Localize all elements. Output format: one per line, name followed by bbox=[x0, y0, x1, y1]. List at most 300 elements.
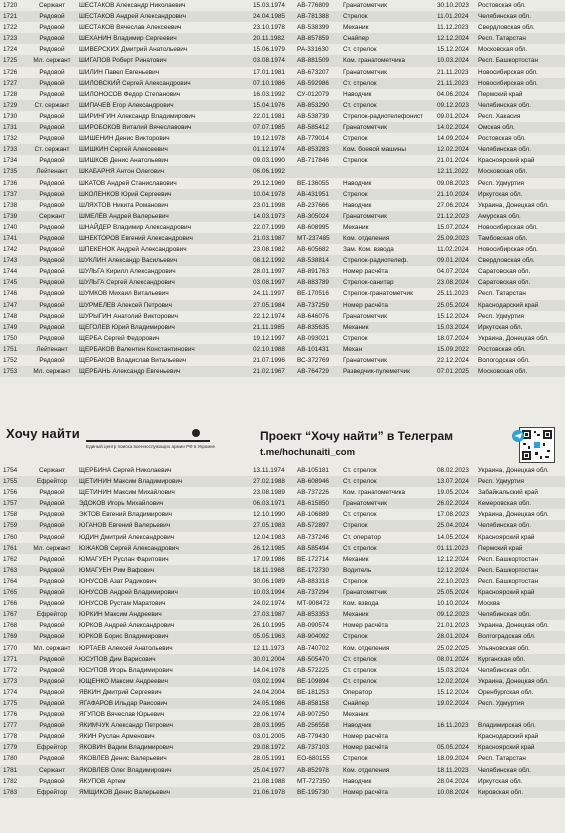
row-number-cell: 1775 bbox=[3, 699, 18, 707]
region-cell: Челябинская обл. bbox=[478, 101, 531, 109]
birth-date-cell: 17.09.1986 bbox=[253, 555, 285, 563]
birth-date-cell: 19.12.1997 bbox=[253, 334, 285, 342]
document-number-cell: АВ-093021 bbox=[297, 334, 329, 342]
region-cell: Вологодская обл. bbox=[478, 357, 530, 364]
position-cell: Ст. стрелок bbox=[343, 478, 377, 486]
region-cell: Оренбургская обл. bbox=[478, 688, 534, 696]
document-number-cell: АВ-740702 bbox=[297, 644, 329, 652]
rank-cell: Рядовой bbox=[39, 279, 65, 287]
region-cell: Красноярский край bbox=[478, 157, 535, 165]
event-date-cell: 21.11.2023 bbox=[437, 68, 469, 76]
rank-cell: Сержант bbox=[38, 766, 65, 774]
position-cell: Ком. отделения bbox=[343, 766, 390, 774]
region-cell: Респ. Татарстан bbox=[478, 755, 526, 763]
position-cell: Стрелок bbox=[343, 577, 368, 585]
qr-code-icon bbox=[519, 427, 555, 463]
full-name-cell: ЯГУПОВ Вячеслав Юрьевич bbox=[79, 711, 165, 719]
document-number-cell: ВЕ-109894 bbox=[297, 677, 329, 685]
full-name-cell: ШЕХАНИН Владимир Сергеевич bbox=[79, 35, 177, 43]
project-link[interactable]: t.me/hochunaiti_com bbox=[260, 447, 356, 458]
event-date-cell: 15.03.2024 bbox=[437, 666, 469, 674]
region-cell: Ростовская обл. bbox=[478, 2, 526, 9]
region-cell: Респ. Хакасия bbox=[478, 112, 521, 120]
row-number-cell: 1722 bbox=[3, 24, 18, 32]
row-number-cell: 1776 bbox=[3, 711, 18, 719]
full-name-cell: ШЕСТАКОВ Александр Николаевич bbox=[79, 2, 186, 9]
full-name-cell: ЯКОВИН Вадим Владимирович bbox=[79, 744, 173, 752]
region-cell: Ростовская обл. bbox=[478, 135, 526, 143]
full-name-cell: ЮНУСОВ Андрей Владимирович bbox=[79, 589, 178, 597]
table-row bbox=[0, 465, 565, 476]
row-number-cell: 1747 bbox=[3, 301, 18, 309]
table-row bbox=[0, 266, 565, 277]
rank-cell: Мл. сержант bbox=[33, 57, 71, 65]
document-number-cell: АВ-779014 bbox=[297, 135, 329, 143]
row-number-cell: 1779 bbox=[3, 744, 18, 752]
full-name-cell: ЭКТОВ Евгений Владимирович bbox=[79, 511, 172, 519]
full-name-cell: ШЕСТАКОВ Андрей Александрович bbox=[79, 13, 186, 21]
birth-date-cell: 23.08.1989 bbox=[253, 489, 285, 497]
birth-date-cell: 02.10.1988 bbox=[253, 345, 285, 353]
birth-date-cell: 24.04.2004 bbox=[253, 688, 285, 696]
full-name-cell: ЯКОВЛЕВ Олег Владимирович bbox=[79, 766, 172, 774]
rank-cell: Рядовой bbox=[39, 655, 65, 663]
table-row bbox=[0, 765, 565, 776]
position-cell: Механик bbox=[343, 223, 369, 231]
birth-date-cell: 12.04.1983 bbox=[253, 533, 285, 541]
event-date-cell: 19.05.2024 bbox=[437, 489, 469, 497]
rank-cell: Рядовой bbox=[39, 179, 65, 187]
position-cell: Номер расчёта bbox=[343, 788, 388, 796]
project-title: Проект “Хочу найти” в Телеграм bbox=[260, 429, 454, 443]
rank-cell: Рядовой bbox=[39, 688, 65, 696]
table-row bbox=[0, 200, 565, 211]
full-name-cell: ЮЩЕНКО Максим Андреевич bbox=[79, 677, 168, 685]
full-name-cell: ЯВКИН Дмитрий Сергеевич bbox=[79, 688, 162, 696]
position-cell: Наводчик bbox=[343, 722, 372, 730]
document-number-cell: АВ-853283 bbox=[297, 146, 329, 154]
birth-date-cell: 12.11.1973 bbox=[253, 644, 285, 652]
document-number-cell: АВ-585494 bbox=[297, 544, 329, 552]
event-date-cell: 12.02.2024 bbox=[437, 677, 469, 685]
region-cell: Свердловская обл. bbox=[478, 24, 535, 32]
region-cell: Омская обл. bbox=[478, 124, 515, 132]
region-cell: Амурская обл. bbox=[478, 212, 521, 220]
document-number-cell: АВ-505470 bbox=[297, 655, 329, 663]
row-number-cell: 1725 bbox=[3, 57, 18, 65]
full-name-cell: ШУМКОВ Михаил Витальевич bbox=[79, 290, 169, 298]
birth-date-cell: 07.10.1986 bbox=[253, 79, 285, 87]
table-row bbox=[0, 0, 565, 11]
full-name-cell: ШИПАЧЕВ Егор Александрович bbox=[79, 101, 174, 109]
table-row bbox=[0, 144, 565, 155]
rank-cell: Рядовой bbox=[39, 633, 65, 641]
row-number-cell: 1766 bbox=[3, 600, 18, 608]
full-name-cell: ЩЕРБИНА Сергей Николаевич bbox=[79, 467, 172, 474]
row-number-cell: 1761 bbox=[3, 544, 18, 552]
region-cell: Краснодарский край bbox=[478, 301, 539, 309]
row-number-cell: 1777 bbox=[3, 722, 18, 730]
event-date-cell: 08.01.2024 bbox=[437, 655, 469, 663]
document-number-cell: ВЕ-172714 bbox=[297, 555, 329, 563]
row-number-cell: 1737 bbox=[3, 190, 18, 198]
row-number-cell: 1782 bbox=[3, 777, 18, 785]
position-cell: Гранатометчик bbox=[343, 589, 387, 597]
position-cell: Стрелок bbox=[343, 13, 368, 21]
position-cell: Снайпер bbox=[343, 699, 369, 707]
birth-date-cell: 30.01.2004 bbox=[253, 655, 285, 663]
table-row bbox=[0, 742, 565, 753]
event-date-cell: 14.02.2024 bbox=[437, 124, 469, 132]
row-number-cell: 1748 bbox=[3, 312, 18, 320]
birth-date-cell: 22.01.1981 bbox=[253, 112, 285, 120]
birth-date-cell: 24.02.1974 bbox=[253, 600, 285, 608]
event-date-cell: 04.07.2024 bbox=[437, 268, 469, 276]
document-number-cell: АВ-572897 bbox=[297, 522, 329, 530]
rank-cell: Рядовой bbox=[39, 112, 65, 120]
table-row bbox=[0, 55, 565, 66]
event-date-cell: 14.09.2024 bbox=[437, 135, 469, 143]
position-cell: Ком. гранатометчика bbox=[343, 489, 406, 497]
records-table-bottom bbox=[0, 465, 565, 798]
row-number-cell: 1734 bbox=[3, 157, 18, 165]
row-number-cell: 1745 bbox=[3, 279, 18, 287]
rank-cell: Рядовой bbox=[39, 190, 65, 198]
table-row bbox=[0, 222, 565, 233]
region-cell: Респ. Башкортостан bbox=[478, 577, 538, 585]
event-date-cell: 11.12.2023 bbox=[437, 24, 469, 32]
rank-cell: Ст. сержант bbox=[34, 101, 70, 109]
rank-cell: Рядовой bbox=[39, 533, 65, 541]
region-cell: Челябинская обл. bbox=[478, 611, 531, 619]
full-name-cell: ШМЕЛЁВ Андрей Валерьевич bbox=[79, 212, 169, 220]
table-row bbox=[0, 211, 565, 222]
document-number-cell: АВ-737103 bbox=[297, 744, 329, 752]
row-number-cell: 1757 bbox=[3, 500, 18, 508]
rank-cell: Рядовой bbox=[39, 135, 65, 143]
document-number-cell: АВ-608995 bbox=[297, 223, 329, 231]
region-cell: Иркутская обл. bbox=[478, 777, 523, 785]
event-date-cell: 09.01.2024 bbox=[437, 112, 469, 120]
event-date-cell: 18.09.2024 bbox=[437, 755, 469, 763]
region-cell: Новосибирская обл. bbox=[478, 223, 538, 231]
birth-date-cell: 30.06.1989 bbox=[253, 577, 285, 585]
position-cell: Номер расчёта bbox=[343, 622, 388, 630]
full-name-cell: ЮРКИН Максим Андреевич bbox=[79, 611, 162, 619]
event-date-cell: 10.10.2024 bbox=[437, 600, 469, 608]
rank-cell: Рядовой bbox=[39, 566, 65, 574]
position-cell: Наводчик bbox=[343, 90, 372, 98]
event-date-cell: 28.04.2024 bbox=[437, 777, 469, 785]
birth-date-cell: 27.05.1984 bbox=[253, 301, 285, 309]
rank-cell: Рядовой bbox=[39, 500, 65, 508]
row-number-cell: 1768 bbox=[3, 622, 18, 630]
birth-date-cell: 15.03.1974 bbox=[253, 2, 285, 9]
rank-cell: Рядовой bbox=[39, 223, 65, 231]
row-number-cell: 1752 bbox=[3, 357, 18, 364]
row-number-cell: 1753 bbox=[3, 368, 18, 376]
table-row bbox=[0, 631, 565, 642]
birth-date-cell: 15.04.1976 bbox=[253, 101, 285, 109]
rank-cell: Рядовой bbox=[39, 157, 65, 165]
rank-cell: Мл. сержант bbox=[33, 544, 71, 552]
event-date-cell: 09.08.2023 bbox=[437, 179, 469, 187]
birth-date-cell: 21.07.1996 bbox=[253, 357, 285, 364]
row-number-cell: 1749 bbox=[3, 323, 18, 331]
document-number-cell: АВ-764729 bbox=[297, 368, 329, 376]
full-name-cell: ШУЛЬГА Кирилл Александрович bbox=[79, 268, 176, 276]
document-number-cell: АВ-904092 bbox=[297, 633, 329, 641]
table-row bbox=[0, 565, 565, 576]
birth-date-cell: 22.12.1974 bbox=[253, 312, 285, 320]
full-name-cell: ЯМЩИКОВ Денис Валерьевич bbox=[79, 788, 170, 796]
position-cell: Номер расчёта bbox=[343, 733, 388, 741]
table-row bbox=[0, 609, 565, 620]
full-name-cell: ЮРКОВ Андрей Александрович bbox=[79, 622, 175, 630]
full-name-cell: ЭДОКОВ Игорь Михайлович bbox=[79, 500, 164, 508]
row-number-cell: 1770 bbox=[3, 644, 18, 652]
document-number-cell: ВЕ-195730 bbox=[297, 788, 329, 796]
row-number-cell: 1744 bbox=[3, 268, 18, 276]
position-cell: Стрелок bbox=[343, 633, 368, 641]
full-name-cell: ШКАБАРНЯ Антон Олегович bbox=[79, 168, 165, 176]
event-date-cell: 12.12.2024 bbox=[437, 555, 469, 563]
position-cell: Стрелок-гранатометчик bbox=[343, 290, 413, 298]
birth-date-cell: 16.03.1992 bbox=[253, 90, 285, 98]
table-row bbox=[0, 498, 565, 509]
full-name-cell: ШУКЛИН Александр Васильевич bbox=[79, 257, 178, 265]
region-cell: Тамбовская обл. bbox=[478, 234, 528, 242]
birth-date-cell: 13.11.1974 bbox=[253, 467, 285, 474]
full-name-cell: ШИЛОНОСОВ Федор Степанович bbox=[79, 90, 180, 98]
region-cell: Украина, Донецкая обл. bbox=[478, 334, 549, 342]
event-date-cell: 19.02.2024 bbox=[437, 699, 469, 707]
document-number-cell: ВС-372769 bbox=[297, 357, 330, 364]
position-cell: Ст. стрелок bbox=[343, 467, 377, 474]
row-number-cell: 1746 bbox=[3, 290, 18, 298]
table-row bbox=[0, 255, 565, 266]
brand-subtitle: Единый центр поиска военнослужащих армии РФ в Украине bbox=[86, 444, 216, 449]
rank-cell: Рядовой bbox=[39, 301, 65, 309]
region-cell: Челябинская обл. bbox=[478, 522, 531, 530]
rank-cell: Рядовой bbox=[39, 68, 65, 76]
birth-date-cell: 03.02.1994 bbox=[253, 677, 285, 685]
document-number-cell: АВ-883318 bbox=[297, 577, 329, 585]
full-name-cell: ЮЖАКОВ Сергей Александрович bbox=[79, 544, 179, 552]
region-cell: Респ. Башкортостан bbox=[478, 566, 538, 574]
region-cell: Ростовская обл. bbox=[478, 345, 526, 353]
event-date-cell: 07.01.2025 bbox=[437, 368, 469, 376]
position-cell: Наводчик bbox=[343, 777, 372, 785]
region-cell: Свердловская обл. bbox=[478, 257, 535, 265]
rank-cell: Рядовой bbox=[39, 722, 65, 730]
rank-cell: Ефрейтор bbox=[36, 788, 68, 796]
table-row bbox=[0, 122, 565, 133]
full-name-cell: ЮНУСОВ Рустам Маратович bbox=[79, 600, 166, 608]
position-cell: Ст. стрелок bbox=[343, 101, 377, 109]
region-cell: Новосибирская обл. bbox=[478, 246, 538, 254]
row-number-cell: 1742 bbox=[3, 246, 18, 254]
table-row bbox=[0, 22, 565, 33]
birth-date-cell: 06.03.1971 bbox=[253, 500, 285, 508]
row-number-cell: 1774 bbox=[3, 688, 18, 696]
position-cell: Стрелок-радиотелеф. bbox=[343, 257, 409, 265]
row-number-cell: 1750 bbox=[3, 334, 18, 342]
position-cell: Механик bbox=[343, 323, 369, 331]
birth-date-cell: 10.04.1978 bbox=[253, 190, 285, 198]
table-row bbox=[0, 333, 565, 344]
rank-cell: Сержант bbox=[38, 2, 65, 9]
rank-cell: Рядовой bbox=[39, 489, 65, 497]
event-date-cell: 25.04.2024 bbox=[437, 522, 469, 530]
region-cell: Красноярский край bbox=[478, 589, 535, 597]
position-cell: Гранатометчик bbox=[343, 68, 387, 76]
event-date-cell: 25.05.2024 bbox=[437, 301, 469, 309]
event-date-cell: 13.07.2024 bbox=[437, 478, 469, 486]
full-name-cell: ШЕСТАКОВ Вячеслав Алексеевич bbox=[79, 24, 182, 32]
region-cell: Челябинская обл. bbox=[478, 146, 531, 154]
event-date-cell: 22.12.2024 bbox=[437, 357, 469, 364]
region-cell: Украина, Донецкая обл. bbox=[478, 677, 549, 685]
region-cell: Респ. Башкортостан bbox=[478, 555, 538, 563]
event-date-cell: 11.01.2024 bbox=[437, 13, 469, 21]
row-number-cell: 1741 bbox=[3, 234, 18, 242]
document-number-cell: АВ-572225 bbox=[297, 666, 329, 674]
row-number-cell: 1731 bbox=[3, 124, 18, 132]
birth-date-cell: 28.03.1995 bbox=[253, 722, 285, 730]
birth-date-cell: 27.05.1983 bbox=[253, 522, 285, 530]
row-number-cell: 1764 bbox=[3, 577, 18, 585]
birth-date-cell: 28.05.1991 bbox=[253, 755, 285, 763]
table-row bbox=[0, 189, 565, 200]
rank-cell: Рядовой bbox=[39, 13, 65, 21]
position-cell: Ком. отделения bbox=[343, 234, 390, 242]
row-number-cell: 1772 bbox=[3, 666, 18, 674]
position-cell: Стрелок bbox=[343, 755, 368, 763]
table-row bbox=[0, 654, 565, 665]
document-number-cell: АВ-737226 bbox=[297, 489, 329, 497]
position-cell: Зам. Ком. взвода bbox=[343, 246, 394, 254]
table-row bbox=[0, 787, 565, 798]
rank-cell: Рядовой bbox=[39, 257, 65, 265]
full-name-cell: ШУРМЕЛЕВ Алексей Петрович bbox=[79, 301, 172, 309]
row-number-cell: 1730 bbox=[3, 112, 18, 120]
rank-cell: Лейтенант bbox=[36, 345, 68, 353]
full-name-cell: ШЛЯХТОВ Никита Романович bbox=[79, 201, 169, 209]
row-number-cell: 1751 bbox=[3, 345, 18, 353]
rank-cell: Рядовой bbox=[39, 35, 65, 43]
document-number-cell: ВЕ-170516 bbox=[297, 290, 329, 298]
table-row bbox=[0, 67, 565, 78]
document-number-cell: АВ-431951 bbox=[297, 190, 329, 198]
rank-cell: Рядовой bbox=[39, 589, 65, 597]
document-number-cell: МТ-727350 bbox=[297, 777, 330, 785]
rank-cell: Рядовой bbox=[39, 699, 65, 707]
event-date-cell: 21.10.2024 bbox=[437, 190, 469, 198]
row-number-cell: 1739 bbox=[3, 212, 18, 220]
event-date-cell: 18.07.2024 bbox=[437, 334, 469, 342]
table-row bbox=[0, 288, 565, 299]
birth-date-cell: 08.12.1992 bbox=[253, 257, 285, 265]
rank-cell: Рядовой bbox=[39, 246, 65, 254]
row-number-cell: 1728 bbox=[3, 90, 18, 98]
position-cell: Ст. оператор bbox=[343, 533, 381, 541]
full-name-cell: ШИРОБОКОВ Виталий Вячеславович bbox=[79, 124, 192, 132]
event-date-cell: 15.12.2024 bbox=[437, 46, 469, 54]
table-row bbox=[0, 300, 565, 311]
region-cell: Украина, Донецкая обл. bbox=[478, 467, 549, 474]
document-number-cell: АВ-883789 bbox=[297, 279, 329, 287]
full-name-cell: ЯКИН Руслан Арменович bbox=[79, 733, 155, 741]
table-row bbox=[0, 89, 565, 100]
region-cell: Респ. Башкортостан bbox=[478, 57, 538, 65]
position-cell: Гранатометчик bbox=[343, 124, 387, 132]
document-number-cell: АВ-538399 bbox=[297, 24, 329, 32]
birth-date-cell: 23.08.1982 bbox=[253, 246, 285, 254]
table-row bbox=[0, 487, 565, 498]
document-number-cell: СУ-012079 bbox=[297, 90, 329, 98]
full-name-cell: ШИРИНГИН Александр Владимирович bbox=[79, 112, 196, 120]
row-number-cell: 1720 bbox=[3, 2, 18, 9]
event-date-cell: 25.05.2024 bbox=[437, 589, 469, 597]
position-cell: Ст. стрелок bbox=[343, 511, 377, 519]
event-date-cell: 22.10.2023 bbox=[437, 577, 469, 585]
document-number-cell: АВ-881509 bbox=[297, 57, 329, 65]
table-row bbox=[0, 509, 565, 520]
rank-cell: Рядовой bbox=[39, 312, 65, 320]
table-row bbox=[0, 100, 565, 111]
event-date-cell: 25.02.2025 bbox=[437, 644, 469, 652]
full-name-cell: ЮНУСОВ Азат Радикович bbox=[79, 577, 157, 585]
rank-cell: Рядовой bbox=[39, 622, 65, 630]
document-number-cell: АВ-585412 bbox=[297, 124, 329, 132]
position-cell: Стрелок bbox=[343, 334, 368, 342]
region-cell: Украина, Донецкая обл. bbox=[478, 511, 549, 519]
rank-cell: Рядовой bbox=[39, 677, 65, 685]
document-number-cell: АВ-853353 bbox=[297, 611, 329, 619]
birth-date-cell: 01.12.1974 bbox=[253, 146, 285, 154]
region-cell: Респ. Татарстан bbox=[478, 290, 526, 298]
document-number-cell: АВ-891763 bbox=[297, 268, 329, 276]
region-cell: Новосибирская обл. bbox=[478, 79, 538, 87]
rank-cell: Рядовой bbox=[39, 79, 65, 87]
event-date-cell: 26.02.2024 bbox=[437, 500, 469, 508]
region-cell: Москва bbox=[478, 600, 500, 608]
event-date-cell: 15.03.2024 bbox=[437, 323, 469, 331]
brand-title: Хочу найти bbox=[6, 426, 80, 441]
row-number-cell: 1727 bbox=[3, 79, 18, 87]
region-cell: Московская обл. bbox=[478, 368, 528, 376]
event-date-cell: 08.02.2023 bbox=[437, 467, 469, 474]
full-name-cell: ШИГАПОВ Роберт Ринатович bbox=[79, 57, 167, 65]
rank-cell: Рядовой bbox=[39, 711, 65, 719]
birth-date-cell: 12.10.1990 bbox=[253, 511, 285, 519]
birth-date-cell: 15.06.1979 bbox=[253, 46, 285, 54]
table-row bbox=[0, 476, 565, 487]
document-number-cell: АВ-538814 bbox=[297, 257, 329, 265]
birth-date-cell: 23.01.1998 bbox=[253, 201, 285, 209]
rank-cell: Рядовой bbox=[39, 755, 65, 763]
region-cell: Челябинская обл. bbox=[478, 13, 531, 21]
rank-cell: Рядовой bbox=[39, 268, 65, 276]
region-cell: Ульяновская обл. bbox=[478, 644, 530, 652]
region-cell: Саратовская обл. bbox=[478, 279, 531, 287]
event-date-cell: 04.06.2024 bbox=[437, 90, 469, 98]
event-date-cell: 12.12.2024 bbox=[437, 35, 469, 43]
position-cell: Наводчик bbox=[343, 179, 372, 187]
row-number-cell: 1763 bbox=[3, 566, 18, 574]
document-number-cell: АВ-737294 bbox=[297, 589, 329, 597]
